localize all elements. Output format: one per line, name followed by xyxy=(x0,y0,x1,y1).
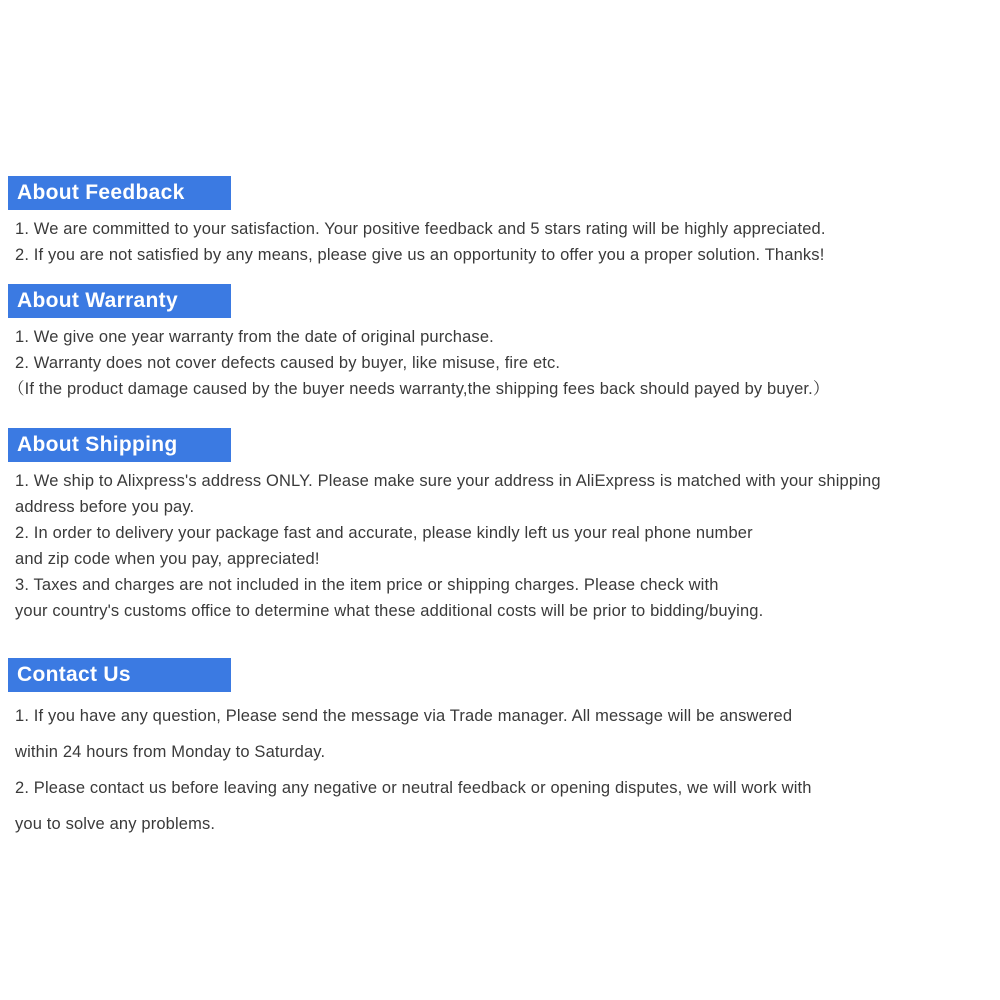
section-header-warranty xyxy=(8,284,231,318)
section-body-warranty xyxy=(8,324,994,402)
text-line: （If the product damage caused by the buyer needs warranty,the shipping fees back should payed by buyer.） xyxy=(8,380,830,398)
section-title-feedback: About Feedback xyxy=(17,181,185,204)
section-header-shipping xyxy=(8,428,231,462)
text-line: 1. If you have any question, Please send the message via Trade manager. All message will be answered xyxy=(15,707,793,725)
text-line: 2. Warranty does not cover defects caused by buyer, like misuse, fire etc. xyxy=(15,354,561,372)
section-title-contact: Contact Us xyxy=(17,663,131,686)
text-line: your country's customs office to determine what these additional costs will be prior to bidding/buying. xyxy=(15,602,764,620)
section-contact xyxy=(8,658,994,842)
section-warranty xyxy=(8,284,994,402)
section-title-warranty: About Warranty xyxy=(17,289,178,312)
section-header-feedback xyxy=(8,176,231,210)
text-line: 1. We are committed to your satisfaction. Your positive feedback and 5 stars rating will be highly appreciated. xyxy=(15,220,826,238)
text-line: 2. Please contact us before leaving any negative or neutral feedback or opening disputes, we will work with xyxy=(15,779,812,797)
text-line: 3. Taxes and charges are not included in the item price or shipping charges. Please check with xyxy=(15,576,719,594)
section-body-shipping xyxy=(8,468,994,624)
section-body-feedback xyxy=(8,216,994,268)
section-title-shipping: About Shipping xyxy=(17,433,178,456)
text-line: 2. In order to delivery your package fast and accurate, please kindly left us your real phone number xyxy=(15,524,753,542)
text-line: 1. We give one year warranty from the date of original purchase. xyxy=(15,328,494,346)
text-line: 1. We ship to Alixpress's address ONLY. Please make sure your address in AliExpress is matched with your shipping xyxy=(15,472,881,490)
text-line: within 24 hours from Monday to Saturday. xyxy=(15,743,326,761)
section-header-contact xyxy=(8,658,231,692)
section-feedback xyxy=(8,176,994,268)
text-line: 2. If you are not satisfied by any means, please give us an opportunity to offer you a proper solution. Thanks! xyxy=(15,246,825,264)
text-line: and zip code when you pay, appreciated! xyxy=(15,550,320,568)
section-body-contact xyxy=(8,698,994,842)
text-line: address before you pay. xyxy=(15,498,195,516)
text-line: you to solve any problems. xyxy=(15,815,216,833)
section-shipping xyxy=(8,428,994,624)
